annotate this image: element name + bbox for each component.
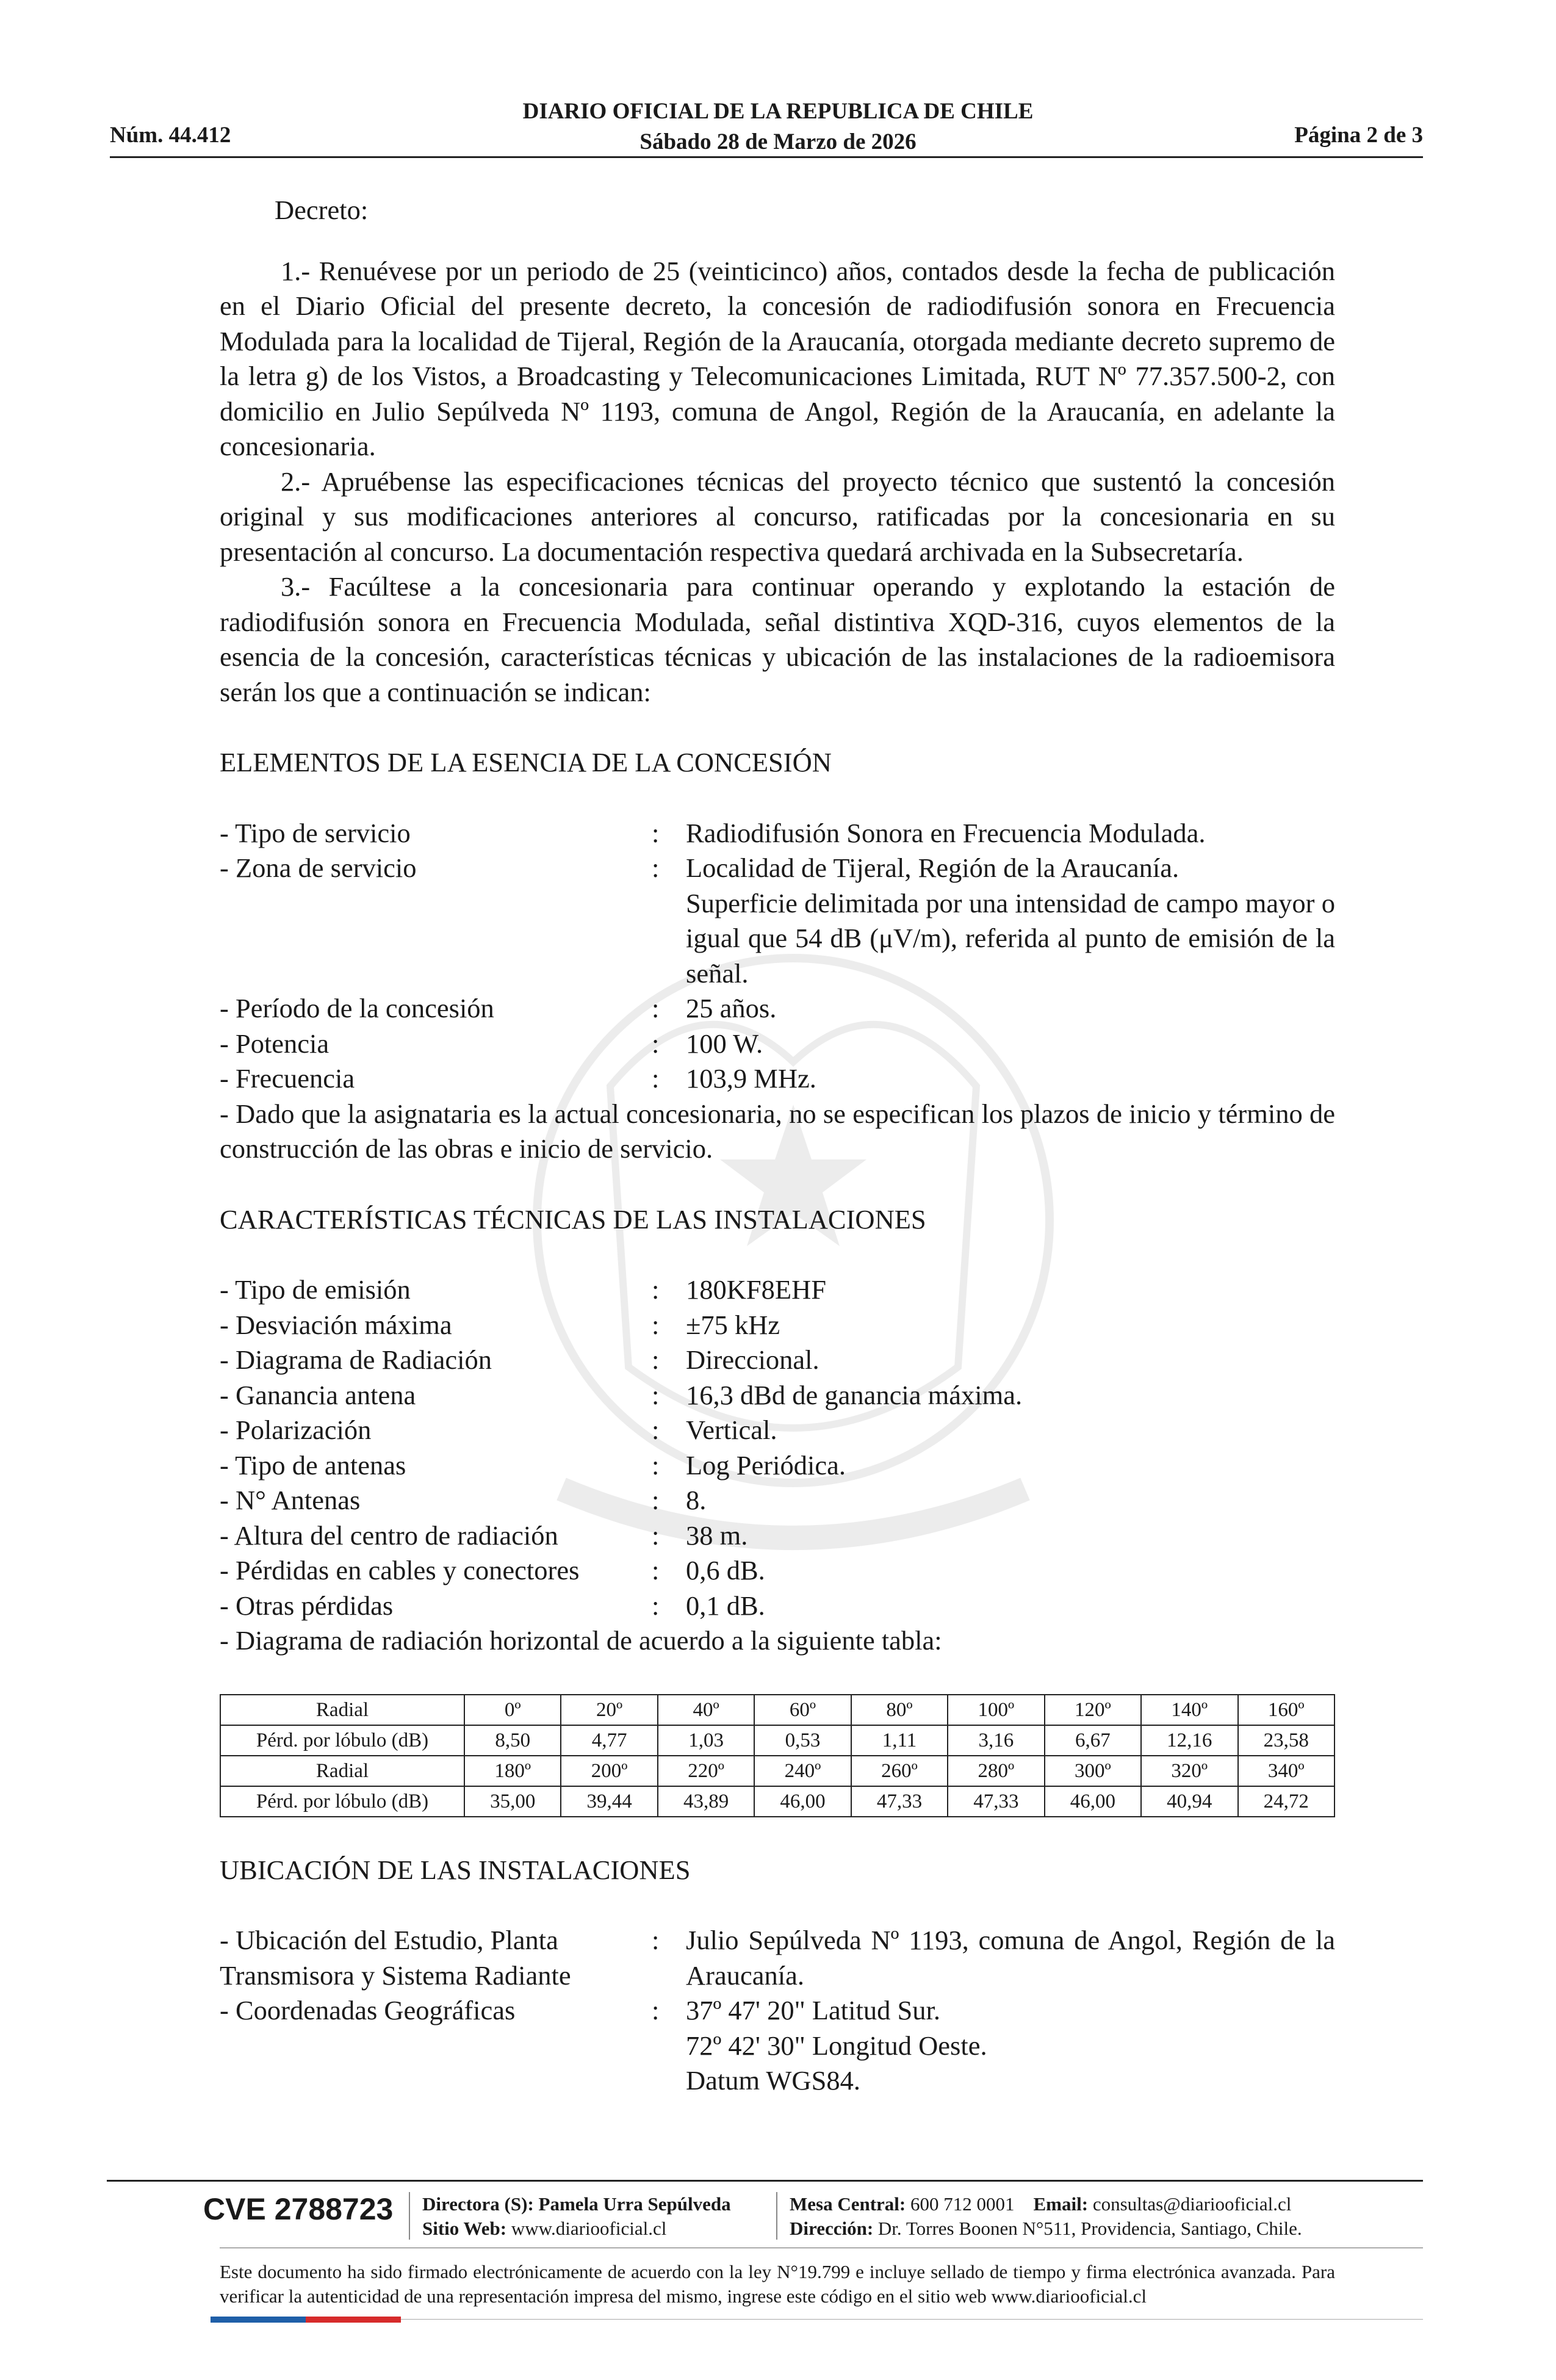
table-cell: 47,33 — [851, 1786, 948, 1817]
table-cell: 300º — [1045, 1756, 1141, 1786]
publication-date: Sábado 28 de Marzo de 2026 — [639, 129, 917, 154]
list-item: - Frecuencia : 103,9 MHz. — [220, 1063, 816, 1094]
coord-longitude: 72º 42' 30" Longitud Oeste. — [686, 2030, 987, 2061]
table-cell: Radial — [220, 1756, 464, 1786]
radiation-table-intro: - Diagrama de radiación horizontal de acuerdo a la siguiente tabla: — [220, 1625, 942, 1656]
publication-name: DIARIO OFICIAL DE LA REPUBLICA DE CHILE — [522, 99, 1034, 124]
table-cell: Pérd. por lóbulo (dB) — [220, 1786, 464, 1817]
list-item: - Pérdidas en cables y conectores : 0,6 dB. — [220, 1555, 765, 1585]
list-item: - Coordenadas Geográficas : 37º 47' 20" Latitud Sur. 72º 42' 30" Longitud Oeste. Datum WGS84. — [220, 1993, 1335, 2099]
table-cell: 240º — [754, 1756, 851, 1786]
table-cell: 200º — [561, 1756, 657, 1786]
footer-separator — [776, 2192, 777, 2240]
table-cell: 20º — [561, 1695, 657, 1725]
footer-divider — [107, 2180, 1423, 2182]
table-cell: 24,72 — [1238, 1786, 1335, 1817]
table-cell: 260º — [851, 1756, 948, 1786]
website-link[interactable]: www.diariooficial.cl — [511, 2218, 667, 2239]
table-cell: 320º — [1141, 1756, 1237, 1786]
issue-number: Núm. 44.412 — [110, 123, 231, 148]
table-cell: 1,03 — [658, 1725, 754, 1756]
table-cell: 40,94 — [1141, 1786, 1237, 1817]
header-divider — [110, 156, 1423, 158]
esencia-note: - Dado que la asignataria es la actual concesionaria, no se especifican los plazos de inicio y término de construcción de las obras e inicio de servicio. — [220, 1098, 1335, 1164]
table-cell: 280º — [948, 1756, 1044, 1786]
table-cell: 60º — [754, 1695, 851, 1725]
list-item: - Altura del centro de radiación : 38 m. — [220, 1520, 748, 1551]
table-cell: 46,00 — [1045, 1786, 1141, 1817]
list-item: - Ubicación del Estudio, Planta Transmisora y Sistema Radiante : Julio Sepúlveda Nº 1193, comuna de Angol, Región de la Araucanía. — [220, 1925, 1335, 1991]
phone-number: 600 712 0001 — [910, 2193, 1015, 2215]
flag-color-bar — [211, 2317, 401, 2323]
table-cell: 43,89 — [658, 1786, 754, 1817]
table-cell: 140º — [1141, 1695, 1237, 1725]
document-body — [220, 193, 1335, 2099]
radiation-table — [220, 1694, 1335, 1817]
table-cell: 160º — [1238, 1695, 1335, 1725]
table-cell: 220º — [658, 1756, 754, 1786]
signature-note: Este documento ha sido firmado electrónicamente de acuerdo con la ley N°19.799 e incluye sellado de tiempo y firma electrónica avanzada. Para verificar la autenticidad de una representación impresa del mismo, ingrese este código en el sitio web www.diariooficial.cl — [220, 2261, 1335, 2307]
table-cell: 100º — [948, 1695, 1044, 1725]
footer-separator — [409, 2192, 410, 2240]
table-cell: 12,16 — [1141, 1725, 1237, 1756]
address: Dr. Torres Boonen N°511, Providencia, Santiago, Chile. — [877, 2218, 1302, 2239]
table-cell: 4,77 — [561, 1725, 657, 1756]
footer-contact: Mesa Central: 600 712 0001 Email: consultas@diariooficial.cl Dirección: Dr. Torres Boonen N°511, Providencia, Santiago, Chile. — [790, 2193, 1302, 2239]
list-item: - Período de la concesión : 25 años. — [220, 993, 777, 1023]
table-cell: 340º — [1238, 1756, 1335, 1786]
table-cell: 46,00 — [754, 1786, 851, 1817]
table-cell: 120º — [1045, 1695, 1141, 1725]
table-cell: Radial — [220, 1695, 464, 1725]
caracteristicas-list — [220, 1272, 1335, 1623]
list-item: - Tipo de antenas : Log Periódica. — [220, 1449, 846, 1480]
paragraph-1: 1.- Renuévese por un periodo de 25 (veinticinco) años, contados desde la fecha de publicación en el Diario Oficial del presente decreto, la concesión de radiodifusión sonora en Frecuencia Modulada para la localidad de Tijeral, Región de la Araucanía, otorgada mediante decreto supremo de la letra g) de los Vistos, a Broadcasting y Telecomunicaciones Limitada, RUT Nº 77.357.500-2, con domicilio en Julio Sepúlveda Nº 1193, comuna de Angol, Región de la Araucanía, en adelante la concesionaria. — [220, 255, 1335, 461]
director-name: Pamela Urra Sepúlveda — [538, 2193, 731, 2215]
list-item: - Tipo de emisión : 180KF8EHF — [220, 1274, 826, 1305]
footer-directory: Directora (S): Pamela Urra Sepúlveda Sitio Web: www.diariooficial.cl — [422, 2193, 731, 2239]
table-cell: 180º — [464, 1756, 561, 1786]
section-title-ubicacion: UBICACIÓN DE LAS INSTALACIONES — [220, 1854, 691, 1885]
esencia-list — [220, 816, 1335, 1097]
list-item: - N° Antenas : 8. — [220, 1485, 707, 1515]
list-item: - Tipo de servicio : Radiodifusión Sonora en Frecuencia Modulada. — [220, 817, 1206, 848]
table-row — [220, 1725, 1334, 1756]
table-cell: 35,00 — [464, 1786, 561, 1817]
paragraph-2: 2.- Apruébense las especificaciones técnicas del proyecto técnico que sustentó la concesión original y sus modificaciones anteriores al concurso, ratificadas por la concesionaria en su presentación al concurso. La documentación respectiva quedará archivada en la Subsecretaría. — [220, 466, 1335, 567]
table-cell: Pérd. por lóbulo (dB) — [220, 1725, 464, 1756]
list-item: - Diagrama de Radiación : Direccional. — [220, 1344, 819, 1375]
list-item: - Otras pérdidas : 0,1 dB. — [220, 1590, 765, 1621]
paragraph-3: 3.- Facúltese a la concesionaria para continuar operando y explotando la estación de radiodifusión sonora en Frecuencia Modulada, señal distintiva XQD-316, cuyos elementos de la esencia de la concesión, características técnicas y ubicación de las instalaciones de la radioemisora serán los que a continuación se indican: — [220, 571, 1335, 707]
list-item: - Polarización : Vertical. — [220, 1415, 777, 1445]
section-title-caracteristicas: CARACTERÍSTICAS TÉCNICAS DE LAS INSTALACIONES — [220, 1203, 926, 1235]
table-cell: 40º — [658, 1695, 754, 1725]
coord-latitude: 37º 47' 20" Latitud Sur. — [686, 1995, 940, 2025]
table-cell: 80º — [851, 1695, 948, 1725]
table-cell: 0º — [464, 1695, 561, 1725]
table-row — [220, 1695, 1334, 1725]
table-cell: 3,16 — [948, 1725, 1044, 1756]
table-cell: 6,67 — [1045, 1725, 1141, 1756]
email-link[interactable]: consultas@diariooficial.cl — [1092, 2193, 1292, 2215]
table-cell: 0,53 — [754, 1725, 851, 1756]
page-number: Página 2 de 3 — [1294, 123, 1423, 148]
table-row — [220, 1786, 1334, 1817]
table-cell: 47,33 — [948, 1786, 1044, 1817]
decreto-title: Decreto: — [275, 195, 369, 225]
coord-datum: Datum WGS84. — [686, 2065, 860, 2096]
list-item: - Ganancia antena : 16,3 dBd de ganancia máxima. — [220, 1379, 1023, 1410]
list-item: - Potencia : 100 W. — [220, 1028, 763, 1059]
list-item: - Zona de servicio : Localidad de Tijeral, Región de la Araucanía. Superficie delimitada por una intensidad de campo mayor o igual que 54 dB (μV/m), referida al punto de emisión de la señal. — [220, 853, 1335, 989]
cve-code: CVE 2788723 — [203, 2192, 394, 2226]
table-cell: 23,58 — [1238, 1725, 1335, 1756]
section-title-esencia: ELEMENTOS DE LA ESENCIA DE LA CONCESIÓN — [220, 747, 832, 777]
table-cell: 39,44 — [561, 1786, 657, 1817]
table-cell: 1,11 — [851, 1725, 948, 1756]
list-item: - Desviación máxima : ±75 kHz — [220, 1309, 780, 1340]
table-row — [220, 1756, 1334, 1786]
table-cell: 8,50 — [464, 1725, 561, 1756]
footer-bottom-divider — [401, 2319, 1423, 2320]
